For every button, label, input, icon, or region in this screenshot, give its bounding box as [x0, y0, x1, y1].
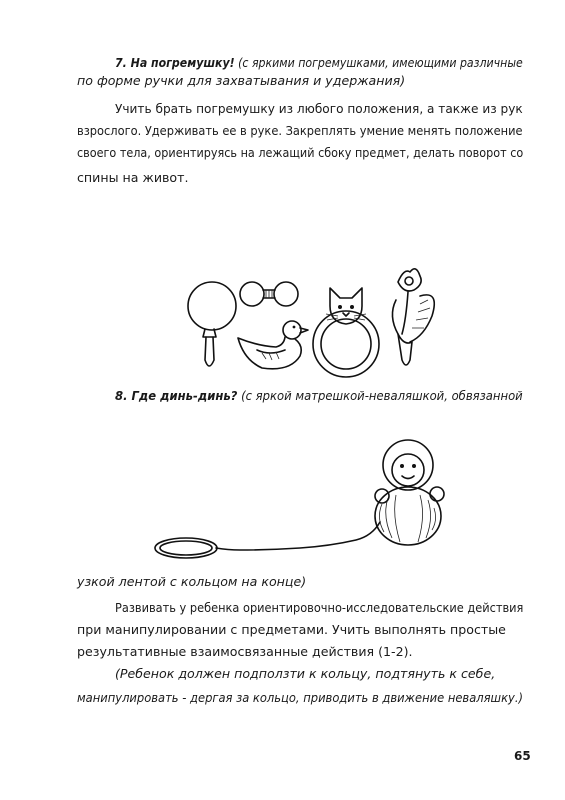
section-7-subtitle: (с яркими погремушками, имеющими различные: [234, 55, 523, 70]
section-8-body-line-1: Развивать у ребенка ориентировочно-исследовательские действия: [115, 600, 524, 615]
page-number: 65: [514, 749, 531, 763]
section-8-heading-line2: узкой лентой с кольцом на конце): [77, 574, 307, 589]
roly-poly-doll-drawing: [375, 440, 444, 545]
section-7-title: 7. На погремушку!: [115, 55, 235, 70]
section-8-note-line-1: (Ребенок должен подползти к кольцу, подтянуть к себе,: [115, 666, 496, 681]
section-7-body-line-3: своего тела, ориентируясь на лежащий сбоку предмет, делать поворот со: [77, 145, 524, 160]
section-7-heading-line2: по форме ручки для захватывания и удержания): [77, 73, 406, 88]
section-8-body-line-2: при манипулировании с предметами. Учить выполнять простые: [77, 622, 506, 637]
section-8-body-line-3: результативные взаимосвязанные действия (1-2).: [77, 644, 413, 659]
section-8-subtitle: (с яркой матрешкой-неваляшкой, обвязанной: [237, 388, 523, 403]
section-7-body-line-1: Учить брать погремушку из любого положения, а также из рук: [115, 101, 523, 116]
section-8-note-line-2: манипулировать - дергая за кольцо, приводить в движение неваляшку.): [77, 690, 523, 705]
section-8-title: 8. Где динь-динь?: [115, 388, 238, 403]
ring-drawing: [155, 538, 217, 558]
ribbon-drawing: [216, 522, 380, 550]
section-7-body-line-4: спины на живот.: [77, 170, 189, 185]
section-7-body-line-2: взрослого. Удерживать ее в руке. Закреплять умение менять положение: [77, 123, 523, 138]
